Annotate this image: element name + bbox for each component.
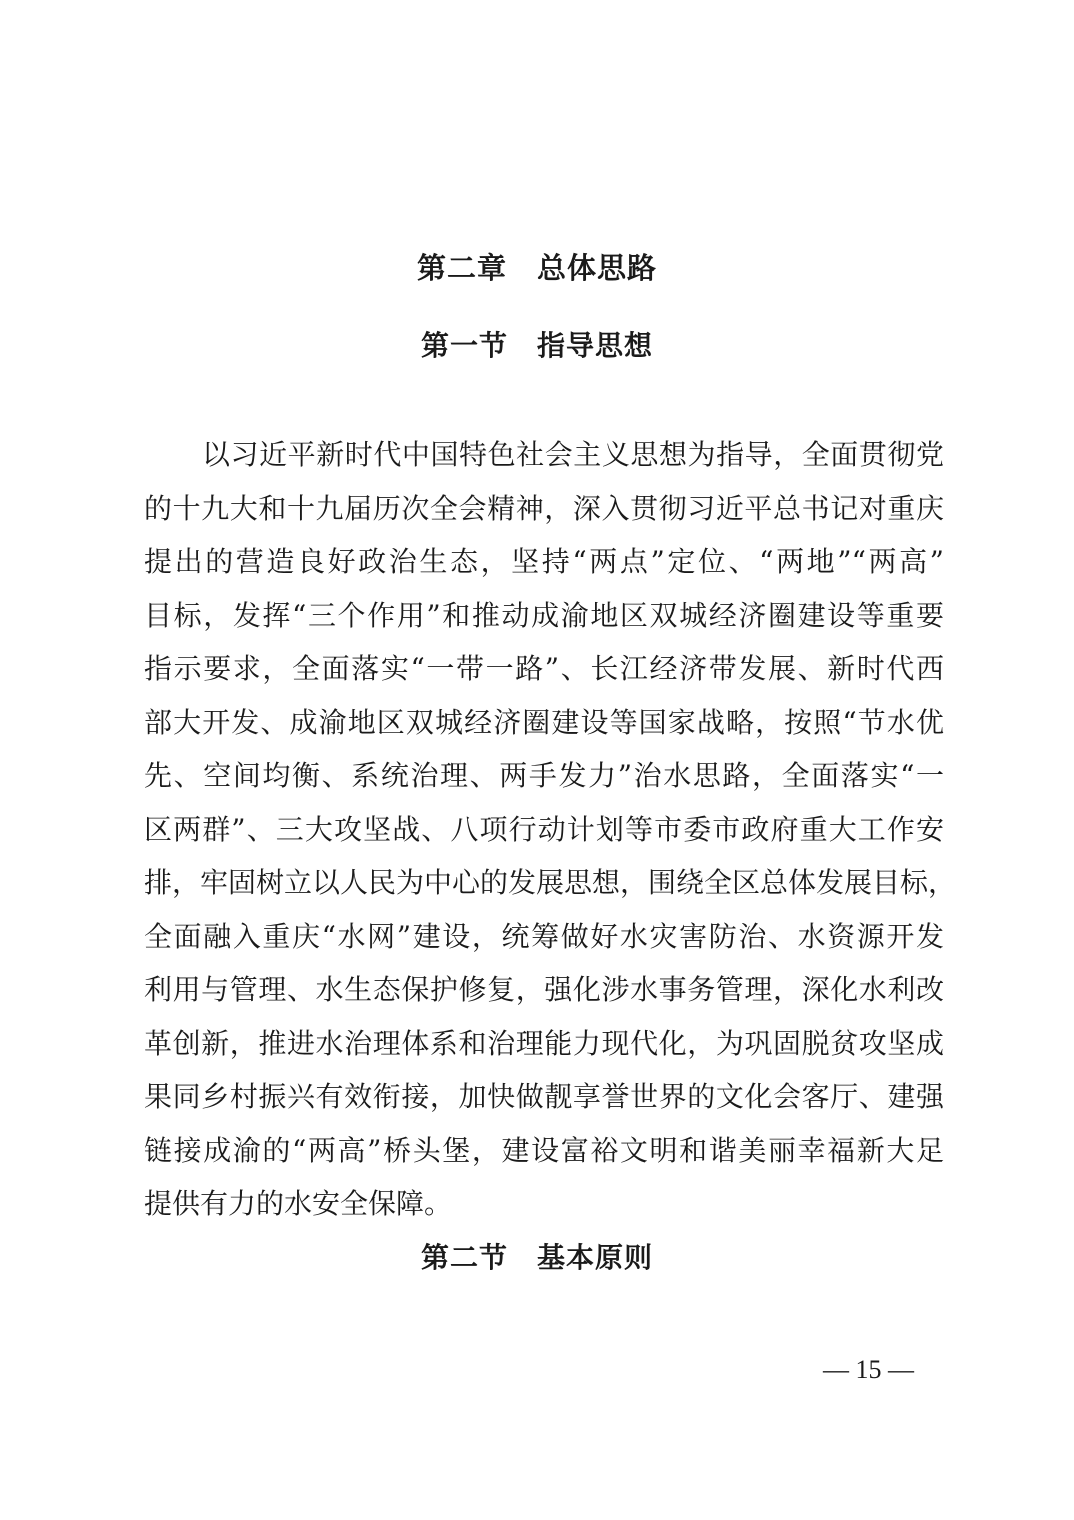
page-number: — 15 — (823, 1355, 914, 1384)
paragraph-line: 革创新，推进水治理体系和治理能力现代化，为巩固脱贫攻坚成 (144, 1026, 944, 1060)
paragraph-line: 全面融入重庆“水网”建设，统筹做好水灾害防治、水资源开发 (144, 919, 944, 953)
paragraph-line: 部大开发、成渝地区双城经济圈建设等国家战略，按照“节水优 (144, 705, 944, 739)
paragraph-line: 以习近平新时代中国特色社会主义思想为指导，全面贯彻党 (202, 438, 944, 471)
paragraph-line: 提供有力的水安全保障。 (144, 1187, 453, 1220)
paragraph-line: 先、空间均衡、系统治理、两手发力”治水思路，全面落实“一 (144, 759, 944, 792)
paragraph-line: 目标，发挥“三个作用”和推动成渝地区双城经济圈建设等重要 (144, 598, 944, 632)
body-paragraph (144, 428, 957, 1231)
paragraph-line: 利用与管理、水生态保护修复，强化涉水事务管理，深化水利改 (144, 973, 944, 1006)
paragraph-line: 链接成渝的“两高”桥头堡，建设富裕文明和谐美丽幸福新大足 (144, 1133, 944, 1167)
section-title-guiding-ideology: 第一节 指导思想 (420, 329, 653, 362)
section-title-basic-principles: 第二节 基本原则 (420, 1241, 653, 1274)
paragraph-line: 的十九大和十九届历次全会精神，深入贯彻习近平总书记对重庆 (144, 491, 944, 525)
paragraph-line: 果同乡村振兴有效衔接，加快做靓享誉世界的文化会客厅、建强 (144, 1080, 944, 1113)
chapter-title: 第二章 总体思路 (416, 251, 657, 285)
paragraph-line: 排，牢固树立以人民为中心的发展思想，围绕全区总体发展目标， (144, 866, 957, 899)
paragraph-line: 提出的营造良好政治生态，坚持“两点”定位、“两地”“两高” (144, 545, 944, 578)
paragraph-line: 区两群”、三大攻坚战、八项行动计划等市委市政府重大工作安 (144, 812, 944, 846)
paragraph-line: 指示要求，全面落实“一带一路”、长江经济带发展、新时代西 (144, 652, 944, 685)
